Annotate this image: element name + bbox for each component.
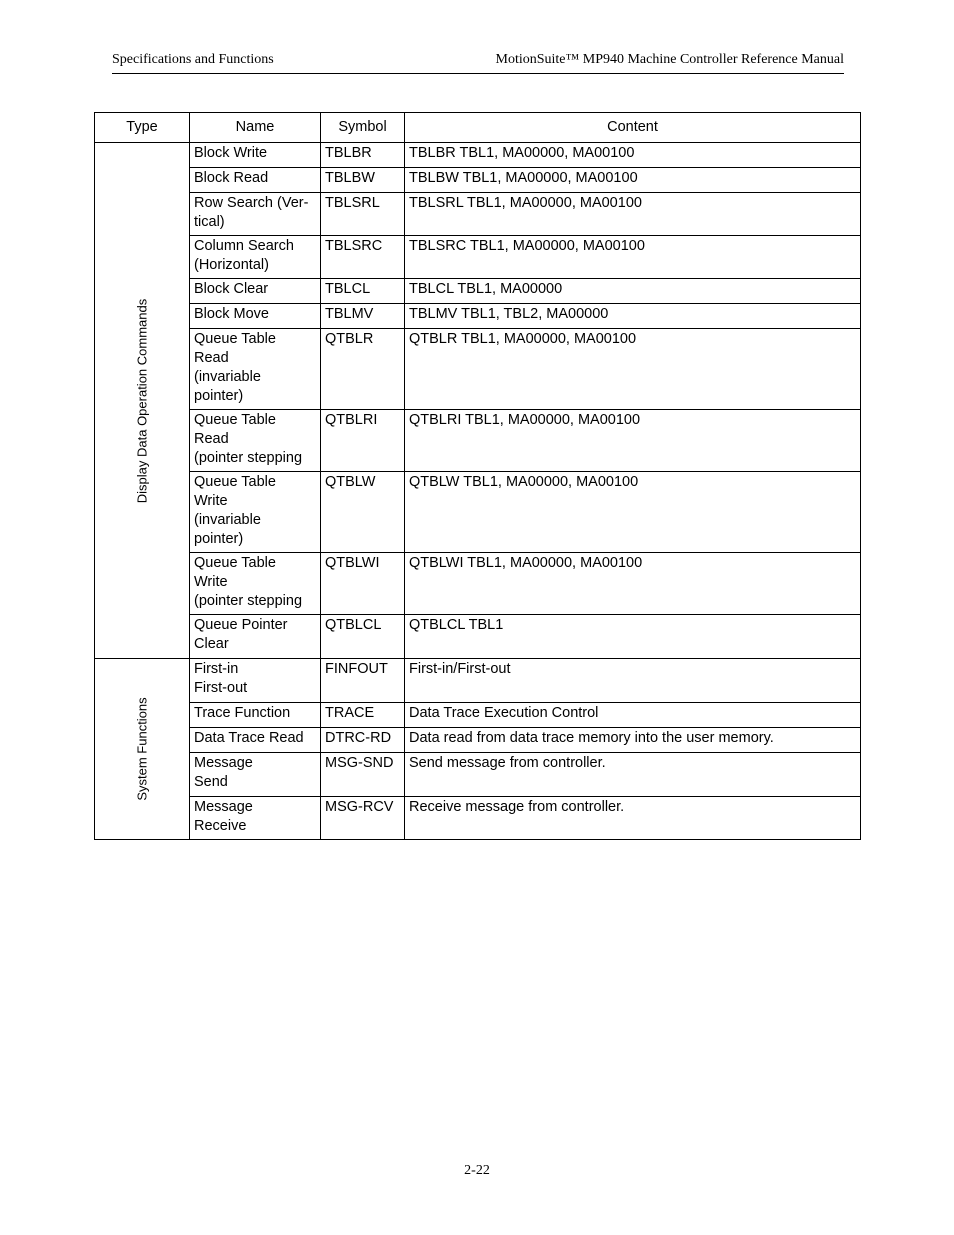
name-line: Queue Table [194, 331, 276, 347]
content-cell: TBLSRC TBL1, MA00000, MA00100 [405, 236, 861, 279]
name-line: Column Search [194, 238, 294, 254]
type-label: Display Data Operation Commands [134, 298, 150, 503]
table-row [95, 615, 861, 659]
symbol-cell: QTBLRI [321, 410, 405, 472]
symbol-cell: TBLBR [321, 143, 405, 168]
symbol-cell: MSG-SND [321, 753, 405, 797]
table-body [95, 143, 861, 840]
name-line: Write [194, 493, 228, 509]
symbol-cell: TBLSRL [321, 193, 405, 236]
content-cell: Receive message from controller. [405, 797, 861, 840]
name-line: Queue Pointer [194, 617, 288, 633]
symbol-cell: QTBLW [321, 472, 405, 553]
type-cell [95, 143, 190, 659]
name-line: Block Move [194, 306, 269, 322]
name-cell [190, 193, 321, 236]
name-cell [190, 304, 321, 329]
name-cell [190, 236, 321, 279]
symbol-cell: TBLSRC [321, 236, 405, 279]
content-cell: First-in/First-out [405, 659, 861, 703]
name-line: Message [194, 755, 253, 771]
name-line: (invariable [194, 369, 261, 385]
page-header [112, 50, 844, 74]
name-line: First-in [194, 661, 239, 677]
column-header-symbol: Symbol [321, 113, 405, 143]
table-header-row [95, 113, 861, 143]
symbol-cell: QTBLR [321, 329, 405, 410]
name-line: Read [194, 350, 229, 366]
symbol-cell: TBLMV [321, 304, 405, 329]
name-line: Block Read [194, 170, 269, 186]
name-line: Row Search (Ver- [194, 195, 309, 211]
name-cell [190, 279, 321, 304]
table-row [95, 236, 861, 279]
name-line: Receive [194, 818, 247, 834]
symbol-cell: MSG-RCV [321, 797, 405, 840]
name-line: Block Write [194, 145, 268, 161]
content-cell: Send message from controller. [405, 753, 861, 797]
content-cell: QTBLR TBL1, MA00000, MA00100 [405, 329, 861, 410]
name-line: pointer) [194, 388, 244, 404]
content-cell: TBLBW TBL1, MA00000, MA00100 [405, 168, 861, 193]
symbol-cell: QTBLWI [321, 553, 405, 615]
symbol-cell: QTBLCL [321, 615, 405, 659]
name-line: Message [194, 799, 253, 815]
name-line: (Horizontal) [194, 257, 269, 273]
name-line: Write [194, 574, 228, 590]
table-row [95, 553, 861, 615]
type-label: System Functions [134, 697, 150, 801]
name-line: Read [194, 431, 229, 447]
symbol-cell: TRACE [321, 703, 405, 728]
content-cell: TBLSRL TBL1, MA00000, MA00100 [405, 193, 861, 236]
page-number: 2-22 [464, 1163, 490, 1178]
name-line: Queue Table [194, 555, 276, 571]
name-cell [190, 703, 321, 728]
name-cell [190, 728, 321, 753]
name-line: (invariable [194, 512, 261, 528]
table-row [95, 728, 861, 753]
content-cell: QTBLCL TBL1 [405, 615, 861, 659]
column-header-content: Content [405, 113, 861, 143]
name-cell [190, 659, 321, 703]
name-cell [190, 410, 321, 472]
table-row [95, 753, 861, 797]
content-cell: TBLBR TBL1, MA00000, MA00100 [405, 143, 861, 168]
instruction-table [94, 112, 861, 840]
name-line: First-out [194, 680, 248, 696]
content-cell: TBLCL TBL1, MA00000 [405, 279, 861, 304]
content-cell: QTBLW TBL1, MA00000, MA00100 [405, 472, 861, 553]
name-line: Trace Function [194, 705, 291, 721]
table-row [95, 659, 861, 703]
name-line: (pointer stepping [194, 593, 303, 609]
table-row [95, 304, 861, 329]
name-cell [190, 797, 321, 840]
column-header-name: Name [190, 113, 321, 143]
name-line: Clear [194, 636, 229, 652]
name-line: Data Trace Read [194, 730, 304, 746]
name-cell [190, 753, 321, 797]
content-cell: Data Trace Execution Control [405, 703, 861, 728]
name-line: Send [194, 774, 228, 790]
name-cell [190, 615, 321, 659]
name-line: (pointer stepping [194, 450, 303, 466]
name-line: Block Clear [194, 281, 269, 297]
content-cell: Data read from data trace memory into the user memory. [405, 728, 861, 753]
content-cell: TBLMV TBL1, TBL2, MA00000 [405, 304, 861, 329]
table-row [95, 797, 861, 840]
table-row [95, 168, 861, 193]
name-line: Queue Table [194, 412, 276, 428]
name-cell [190, 143, 321, 168]
table-row [95, 329, 861, 410]
name-cell [190, 329, 321, 410]
header-section-title: Specifications and Functions [112, 52, 274, 67]
symbol-cell: TBLCL [321, 279, 405, 304]
symbol-cell: FINFOUT [321, 659, 405, 703]
content-cell: QTBLRI TBL1, MA00000, MA00100 [405, 410, 861, 472]
name-cell [190, 472, 321, 553]
table-row [95, 472, 861, 553]
name-line: tical) [194, 214, 225, 230]
table-row [95, 143, 861, 168]
table-row [95, 410, 861, 472]
name-cell [190, 553, 321, 615]
column-header-type: Type [95, 113, 190, 143]
content-cell: QTBLWI TBL1, MA00000, MA00100 [405, 553, 861, 615]
table-row [95, 279, 861, 304]
name-line: Queue Table [194, 474, 276, 490]
symbol-cell: DTRC-RD [321, 728, 405, 753]
header-manual-title: MotionSuite™ MP940 Machine Controller Reference Manual [495, 52, 844, 67]
table-row [95, 703, 861, 728]
name-cell [190, 168, 321, 193]
type-cell [95, 659, 190, 840]
symbol-cell: TBLBW [321, 168, 405, 193]
name-line: pointer) [194, 531, 244, 547]
table-row [95, 193, 861, 236]
